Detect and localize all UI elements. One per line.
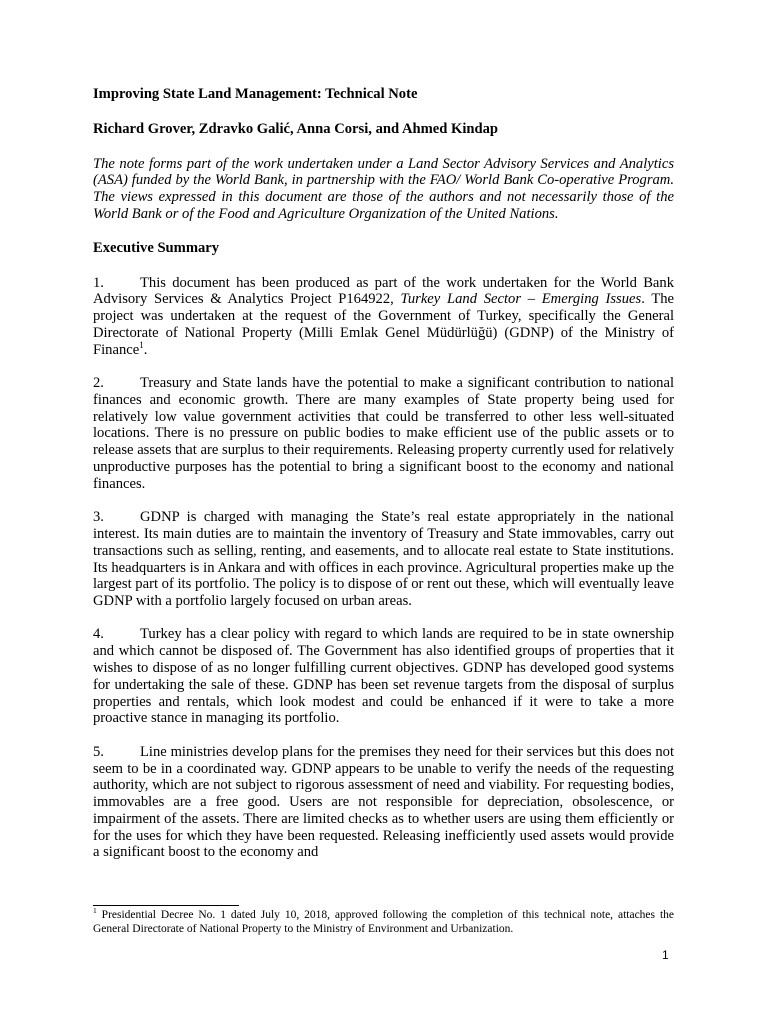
paragraph-text: Turkey has a clear policy with regard to which lands are required to be in state ownership and which cannot be disposed of. The Government has also identified groups of properties that it wishes to dispose of as no longer fulfilling current objectives. GDNP has developed good systems for undertaking the sale of these. GDNP has been set revenue targets from the disposal of surplus properties and rentals, which look modest and could be enhanced if it were to take a more proactive stance in managing its portfolio. [93, 626, 674, 727]
paragraph-number: 4. [93, 626, 104, 643]
paragraph-text: . [143, 341, 148, 358]
paragraph-text: This document has been produced as part of the work undertaken for the World Bank Advisory Services & Analytics Project P164922, [93, 274, 674, 308]
section-heading: Executive Summary [93, 239, 220, 256]
footnote-marker: 1 [93, 906, 97, 916]
paragraph-number: 2. [93, 375, 104, 392]
paragraph-number: 1. [93, 274, 104, 291]
footnote-reference[interactable]: 1 [139, 339, 144, 350]
paragraph-text: . The project was undertaken at the request of the Government of Turkey, specifically the General Directorate of National Property (Milli Emlak Genel Müdürlüğü) (GDNP) of the Ministry of Finance [93, 291, 675, 358]
footnote-separator [93, 905, 239, 906]
paragraph-1 [93, 275, 674, 359]
author-list: Richard Grover, Zdravko Galić, Anna Corsi, and Ahmed Kindap [93, 120, 499, 137]
main-content [93, 86, 674, 878]
paragraph-text: Line ministries develop plans for the premises they need for their services but this does not seem to be in a coordinated way. GDNP appears to be unable to verify the needs of the requesting authority, which are not subject to rigorous assessment of need and viability. For requesting bodies, immovables are a free good. Users are not responsible for depreciation, obsolescence, or impairment of the assets. There are limited checks as to whether users are using them efficiently or for the uses for which they have been requested. Releasing inefficiently used assets would provide a significant boost to the economy and [93, 743, 674, 861]
footnote [93, 908, 674, 936]
disclaimer-note: The note forms part of the work undertaken under a Land Sector Advisory Services and Analytics (ASA) funded by the World Bank, in partnership with the FAO/ World Bank Co-operative Program. The views expressed in this document are those of the authors and not necessarily those of the World Bank or of the Food and Agriculture Organization of the United Nations. [93, 155, 674, 222]
paragraph-3 [93, 509, 674, 610]
document-title: Improving State Land Management: Technical Note [93, 86, 418, 102]
paragraph-number: 5. [93, 743, 104, 760]
page-number: 1 [662, 948, 669, 962]
project-title-italic: Turkey Land Sector – Emerging Issues [400, 291, 642, 308]
paragraph-text: GDNP is charged with managing the State’s real estate appropriately in the national interest. Its main duties are to maintain the inventory of Treasury and State immovables, carry out transactions such as selling, renting, and easements, and to allocate real estate to State institutions. Its headquarters is in Ankara and with offices in each province. Agricultural properties make up the largest part of its portfolio. The policy is to dispose of or rent out these, which will eventually leave GDNP with a portfolio largely focused on urban areas. [93, 509, 674, 610]
footnote-text: Presidential Decree No. 1 dated July 10, 2018, approved following the completion of this technical note, attaches the General Directorate of National Property to the Ministry of Environment and Urbanization. [93, 909, 674, 935]
paragraph-4 [93, 626, 674, 727]
paragraph-number: 3. [93, 509, 104, 526]
paragraph-5 [93, 744, 674, 862]
paragraph-text: Treasury and State lands have the potential to make a significant contribution to national finances and economic growth. There are many examples of State property being used for relatively low value government activities that could be transferred to other less well-situated locations. There is no pressure on public bodies to make efficient use of the public assets or to release assets that are surplus to their requirements. Releasing property currently used for relatively unproductive purposes has the potential to bring a significant boost to the economy and national finances. [93, 375, 674, 492]
paragraph-2 [93, 375, 674, 493]
